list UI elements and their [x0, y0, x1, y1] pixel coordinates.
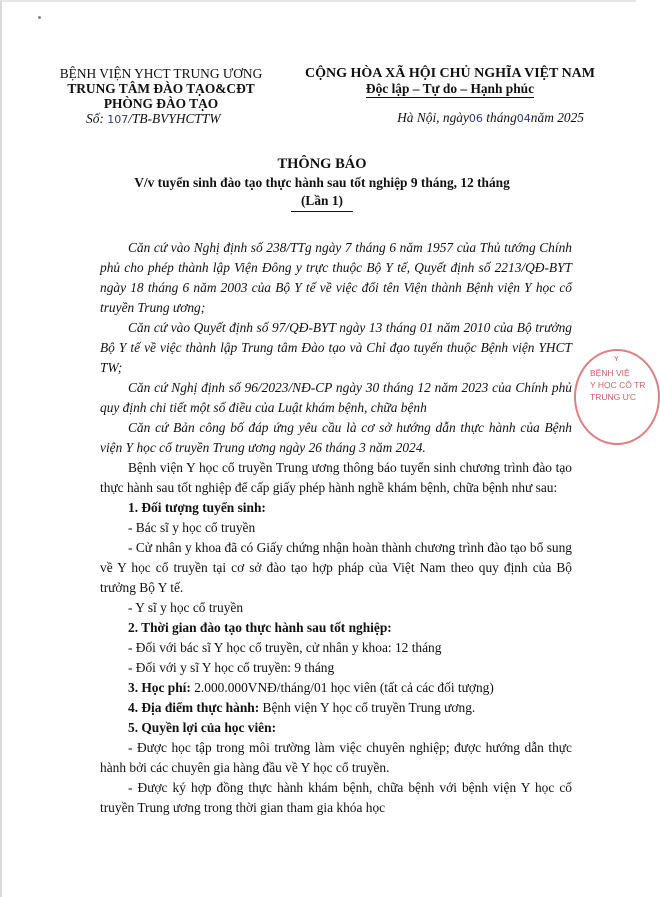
section-3-label: 3. Học phí: [128, 680, 191, 695]
stamp-line-1: BỆNH VIỆ [590, 368, 630, 378]
intro-paragraph: Bệnh viện Y học cổ truyền Trung ương thông báo tuyển sinh chương trình đào tạo thực hành sau tốt nghiệp để cấp giấy phép hành nghề khám bệnh, chữa bệnh như sau: [100, 460, 572, 495]
section-4-label: 4. Địa điểm thực hành: [128, 700, 260, 715]
section-1-item-3: - Y sĩ y học cổ truyền [128, 600, 244, 615]
section-2-title: 2. Thời gian đào tạo thực hành sau tốt nghiệp: [128, 620, 392, 635]
section-3-value: 2.000.000VNĐ/tháng/01 học viên (tất cả các đối tượng) [194, 680, 494, 695]
stamp-line-2: Y HỌC CỔ TR [590, 380, 646, 390]
number-suffix: /TB-BVYHCTTW [128, 111, 221, 126]
section-2-item-1: - Đối với bác sĩ Y học cổ truyền, cử nhân y khoa: 12 tháng [128, 640, 442, 655]
section-1-item-2: - Cử nhân y khoa đã có Giấy chứng nhận hoàn thành chương trình đào tạo bổ sung về Y học cổ truyền tại cơ sở đào tạo hợp pháp của Việt Nam theo quy định của Bộ trưởng Bộ Y tế. [100, 540, 572, 595]
notice-title: THÔNG BÁO [277, 156, 367, 172]
section-5-title: 5. Quyền lợi của học viên: [128, 720, 277, 735]
org-dept: PHÒNG ĐÀO TẠO [103, 96, 219, 111]
legal-basis-2: Căn cứ vào Quyết định số 97/QĐ-BYT ngày 13 tháng 01 năm 2010 của Bộ trưởng Bộ Y tế về việc thành lập Trung tâm Đào tạo và Chỉ đạo tuyến thuộc Bệnh viện YHCT TW; [100, 320, 572, 375]
notice-title-block [62, 154, 582, 212]
legal-basis-1: Căn cứ vào Nghị định số 238/TTg ngày 7 tháng 6 năm 1957 của Thủ tướng Chính phủ cho phép thành lập Viện Đông y trực thuộc Bộ Y tế, Quyết định số 2213/QĐ-BYT ngày 18 tháng 6 năm 2003 của Bộ Y tế về việc đổi tên Viện thành Bệnh viện Y học cổ truyền Trung ương; [100, 240, 572, 315]
org-parent: BỆNH VIỆN YHCT TRUNG ƯƠNG [59, 66, 263, 81]
issuer-block [46, 66, 276, 127]
stamp-line-3: TRUNG ƯC [590, 392, 636, 402]
section-4 [100, 698, 572, 718]
notice-subject: V/v tuyển sinh đào tạo thực hành sau tốt nghiệp 9 tháng, 12 tháng [134, 175, 510, 190]
nation-title: CỘNG HÒA XÃ HỘI CHỦ NGHĨA VIỆT NAM [304, 66, 595, 81]
number-handwritten: 107 [107, 113, 129, 126]
date-month-word: tháng [486, 110, 517, 125]
date-year: năm 2025 [530, 110, 584, 125]
legal-basis-3: Căn cứ Nghị định số 96/2023/NĐ-CP ngày 30 tháng 12 năm 2023 của Chính phủ quy định chi tiết một số điều của Luật khám bệnh, chữa bệnh [100, 380, 572, 415]
document-number [46, 111, 276, 127]
red-seal-stamp [574, 349, 660, 445]
date-month: 04 [516, 112, 531, 125]
legal-basis-4: Căn cứ Bản công bố đáp ứng yêu cầu là cơ sở hướng dẫn thực hành của Bệnh viện Y học cổ truyền Trung ương ngày 26 tháng 3 năm 2024. [100, 420, 572, 455]
title-underline [291, 211, 353, 212]
section-4-value: Bệnh viện Y học cổ truyền Trung ương. [262, 700, 476, 715]
national-motto: Độc lập – Tự do – Hạnh phúc [365, 81, 535, 96]
date-day: 06 [468, 112, 483, 125]
notice-body [100, 238, 572, 818]
section-2-item-2: - Đối với y sĩ Y học cổ truyền: 9 tháng [128, 660, 335, 675]
section-5-item-2: - Được ký hợp đồng thực hành khám bệnh, chữa bệnh với bệnh viện Y học cổ truyền Trung ương trong thời gian tham gia khóa học [100, 780, 572, 815]
number-prefix: Số: [86, 111, 104, 126]
issue-date [290, 110, 610, 126]
section-5-item-1: - Được học tập trong môi trường làm việc chuyên nghiệp; được hướng dẫn thực hành bởi các chuyên gia hàng đầu về Y học cổ truyền. [100, 740, 572, 775]
section-3 [100, 678, 572, 698]
section-1-item-1: - Bác sĩ y học cổ truyền [128, 520, 256, 535]
stamp-mark: Y [614, 356, 619, 363]
date-prefix: Hà Nội, ngày [397, 110, 469, 125]
section-1-title: 1. Đối tượng tuyển sinh: [128, 500, 266, 515]
scan-speck [38, 16, 41, 19]
notice-round: (Lần 1) [300, 193, 344, 208]
national-header [290, 66, 610, 126]
org-center: TRUNG TÂM ĐÀO TẠO&CĐT [67, 81, 255, 96]
